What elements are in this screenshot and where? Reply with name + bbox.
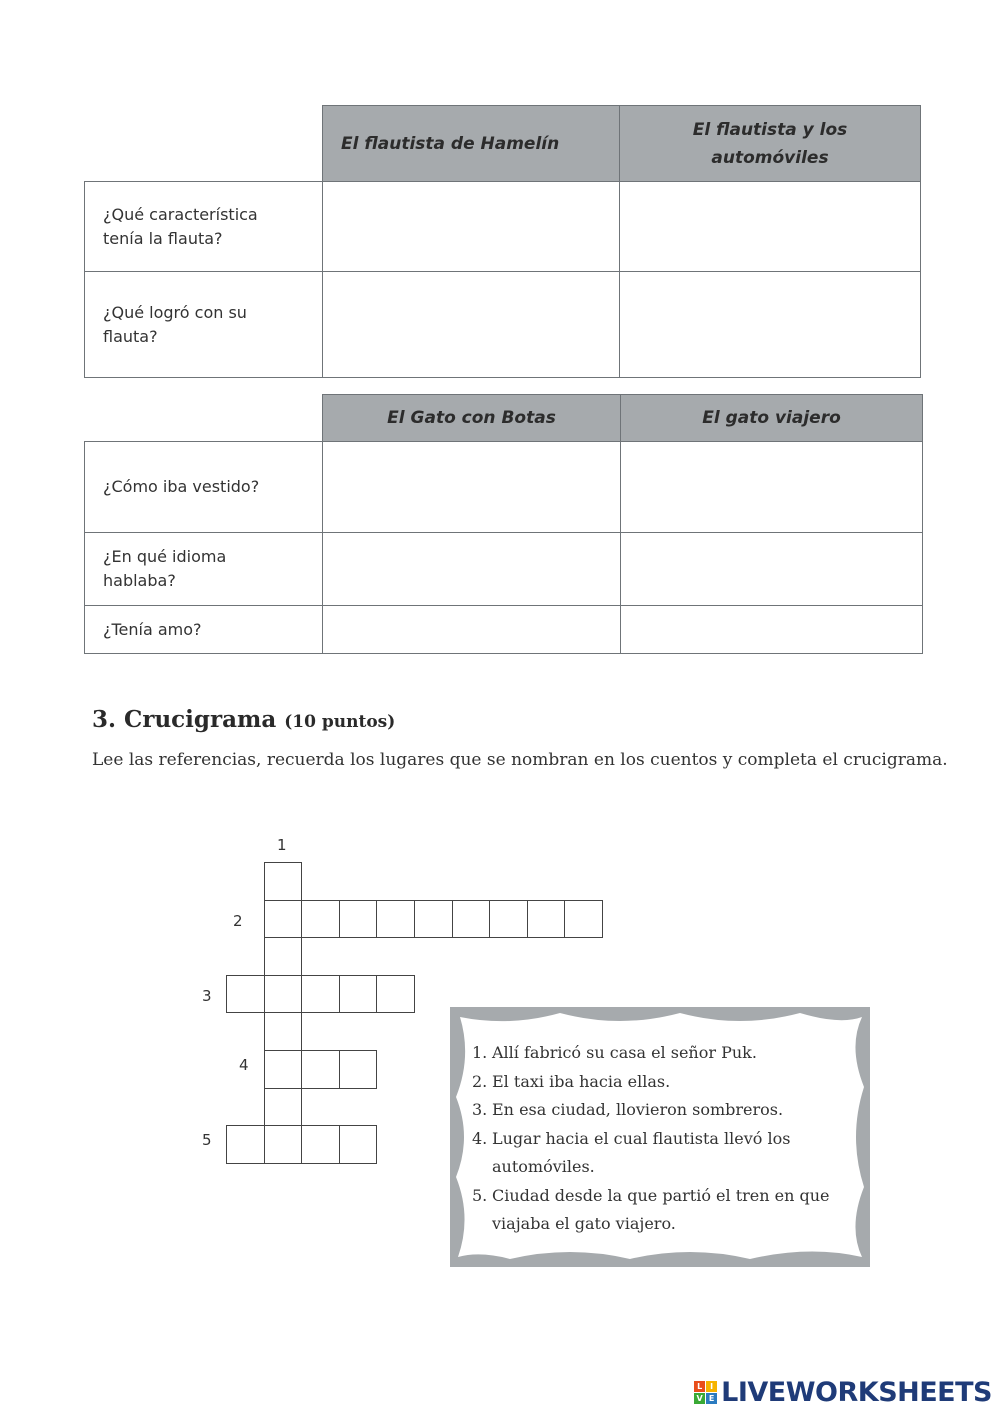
crossword-cell[interactable] (264, 975, 303, 1014)
answer-cell[interactable] (323, 533, 621, 606)
comparison-table-flautista (84, 105, 921, 378)
crossword-cell[interactable] (339, 900, 378, 939)
crossword-cell[interactable] (452, 900, 491, 939)
answer-cell[interactable] (621, 533, 923, 606)
liveworksheets-brand (694, 1374, 992, 1410)
crossword-cell[interactable] (339, 975, 378, 1014)
clue-item: 1. Allí fabricó su casa el señor Puk. (472, 1043, 757, 1062)
crossword-cell[interactable] (376, 900, 415, 939)
crossword-number-1: 1 (277, 836, 287, 854)
table-corner (85, 106, 323, 182)
crossword-cell[interactable] (264, 1050, 303, 1089)
crossword-cell[interactable] (226, 975, 265, 1014)
clue-item: 2. El taxi iba hacia ellas. (472, 1071, 671, 1091)
header-gato-con-botas: El Gato con Botas (323, 395, 621, 442)
clue-item: 3. En esa ciudad, llovieron sombreros. (472, 1100, 784, 1119)
crossword-number-4: 4 (239, 1056, 249, 1074)
question-tenia-amo: ¿Tenía amo? (85, 606, 323, 654)
answer-cell[interactable] (323, 606, 621, 654)
crossword-number-2: 2 (233, 912, 243, 930)
crossword-cell[interactable] (264, 1012, 303, 1051)
crossword-number-3: 3 (202, 987, 212, 1005)
instructions: Lee las referencias, recuerda los lugares que se nombran en los cuentos y completa el crucigrama. (92, 750, 948, 770)
answer-cell[interactable] (620, 272, 921, 378)
crossword-cell[interactable] (339, 1050, 378, 1089)
crossword-cell[interactable] (264, 937, 303, 976)
crossword-cell[interactable] (489, 900, 528, 939)
crossword-cell[interactable] (301, 900, 340, 939)
question-logro-flauta: ¿Qué logró con su flauta? (85, 272, 323, 378)
crossword-cell[interactable] (301, 1125, 340, 1164)
table-corner (85, 395, 323, 442)
crossword-cell[interactable] (301, 975, 340, 1014)
question-como-vestido: ¿Cómo iba vestido? (85, 442, 323, 533)
crossword-cell[interactable] (264, 1088, 303, 1127)
crossword-cell[interactable] (527, 900, 566, 939)
crossword-cell[interactable] (264, 862, 303, 901)
section-title-text: 3. Crucigrama (92, 706, 277, 733)
crossword-cell[interactable] (376, 975, 415, 1014)
crossword-cell[interactable] (301, 1050, 340, 1089)
crossword-cell[interactable] (264, 1125, 303, 1164)
answer-cell[interactable] (323, 182, 620, 272)
clue-list (472, 1039, 857, 1239)
answer-cell[interactable] (621, 606, 923, 654)
comparison-table-gato (84, 394, 923, 654)
header-gato-viajero: El gato viajero (621, 395, 923, 442)
crossword-number-5: 5 (202, 1131, 212, 1149)
section-title (92, 706, 395, 733)
crossword-cell[interactable] (226, 1125, 265, 1164)
answer-cell[interactable] (323, 442, 621, 533)
answer-cell[interactable] (621, 442, 923, 533)
section-points: (10 puntos) (284, 712, 396, 732)
header-flautista-hamelin: El flautista de Hamelín (323, 106, 620, 182)
question-idioma: ¿En qué idioma hablaba? (85, 533, 323, 606)
header-flautista-automoviles: El flautista y los automóviles (620, 106, 921, 182)
crossword-cell[interactable] (564, 900, 603, 939)
answer-cell[interactable] (620, 182, 921, 272)
crossword-cell[interactable] (414, 900, 453, 939)
answer-cell[interactable] (323, 272, 620, 378)
crossword-cell[interactable] (339, 1125, 378, 1164)
question-caracteristica-flauta: ¿Qué característica tenía la flauta? (85, 182, 323, 272)
clue-item: 4. Lugar hacia el cual flautista llevó los automóviles. (472, 1128, 791, 1176)
liveworksheets-wordmark: LIVEWORKSHEETS (721, 1376, 992, 1408)
clue-box (450, 1007, 870, 1267)
clue-item: 5. Ciudad desde la que partió el tren en que viajaba el gato viajero. (472, 1185, 830, 1233)
liveworksheets-logo-icon: L I V E (694, 1381, 717, 1404)
crossword-cell[interactable] (264, 900, 303, 939)
